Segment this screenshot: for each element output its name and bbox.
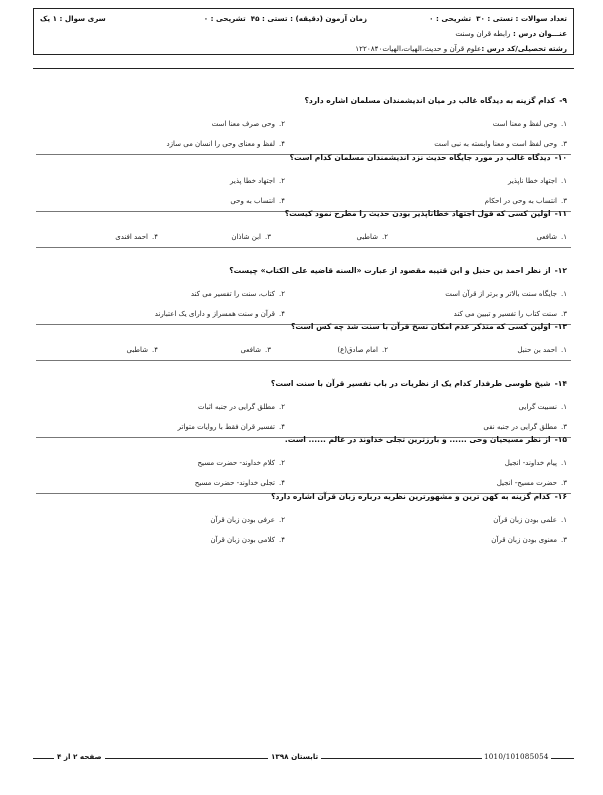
option-text: معنوی بودن زبان قرآن — [491, 535, 557, 544]
answer-option[interactable] — [212, 120, 285, 128]
option-text: ابن شاذان — [231, 233, 261, 241]
answer-option[interactable] — [445, 290, 567, 298]
question-text — [47, 209, 567, 218]
course-title: عنـــوان درس : رابطه قران وسنت — [455, 29, 567, 38]
exam-code: 1010/101085054 — [484, 752, 549, 761]
question-text — [47, 492, 567, 501]
question-series: سری سوال : ۱ یک — [40, 14, 106, 23]
option-text: کلام خداوند- حضرت مسیح — [197, 459, 275, 467]
answer-option[interactable] — [505, 459, 567, 467]
answer-option[interactable] — [337, 346, 388, 354]
question-text — [47, 435, 567, 444]
option-number: ۱. — [561, 346, 567, 354]
question-number: ۱۴- — [554, 378, 567, 388]
answer-option[interactable] — [517, 346, 567, 354]
option-number: ۳. — [561, 422, 567, 431]
option-text: شافعی — [536, 233, 557, 241]
page-number: صفحه ۲ از ۴ — [54, 752, 105, 761]
option-text: اجتهاد خطا ناپذیر — [507, 176, 557, 185]
option-text: وحی لفظ و معنا است — [492, 120, 557, 128]
option-number: ۳. — [561, 309, 567, 318]
option-text: امام صادق(ع) — [337, 346, 378, 354]
option-number: ۳. — [561, 535, 567, 544]
answer-option[interactable] — [198, 459, 285, 467]
answer-option[interactable] — [195, 479, 285, 487]
answer-option[interactable] — [126, 346, 158, 354]
option-text: احمد بن حنبل — [517, 346, 557, 354]
option-number: ۱. — [561, 515, 567, 524]
option-text: شاطبی — [356, 233, 378, 241]
option-number: ۳. — [561, 140, 567, 148]
option-number: ۴. — [152, 346, 158, 354]
question-number: ۹- — [559, 96, 567, 105]
answer-option[interactable] — [508, 177, 567, 185]
question-stem: از نظر مسیحیان وحی ...... و بارزترین تجلی خداوند در عالم ...... است. — [284, 435, 551, 444]
option-text: لفظ و معنای وحی را انسان می سازد — [166, 140, 275, 148]
option-text: انتساب به وحی — [230, 196, 275, 205]
answer-option[interactable] — [493, 516, 567, 524]
exam-duration: زمان آزمون (دقیقه) : تستی : ۴۵ تشریحی : ۰ — [203, 14, 367, 23]
option-number: ۳. — [561, 479, 567, 487]
question-text — [47, 266, 567, 275]
option-number: ۴. — [152, 233, 158, 241]
option-text: کتاب، سنت را تفسیر می کند — [190, 289, 275, 298]
question-stem: اولین کسی که متذکر عدم امکان نسخ قرآن با سنت شد چه کس است؟ — [290, 322, 551, 331]
question-stem: از نظر احمد بن حنبل و ابن قتیبه مقصود از عبارت «السنه قاضیه علی الکتاب» چیست؟ — [229, 265, 551, 275]
option-number: ۲. — [382, 233, 388, 241]
answer-option[interactable] — [231, 233, 271, 241]
answer-option[interactable] — [230, 177, 285, 185]
answer-option[interactable] — [167, 140, 285, 148]
option-text: اجتهاد خطا پذیر — [230, 176, 275, 185]
answer-option[interactable] — [230, 197, 285, 205]
option-number: ۴. — [279, 422, 285, 431]
answer-option[interactable] — [115, 233, 158, 241]
question-text — [47, 96, 567, 105]
answer-option[interactable] — [178, 423, 285, 431]
question-number: ۱۰- — [554, 152, 567, 162]
option-number: ۴. — [279, 196, 285, 205]
option-number: ۲. — [279, 120, 285, 128]
option-number: ۲. — [279, 459, 285, 467]
option-number: ۲. — [279, 289, 285, 298]
option-number: ۳. — [561, 196, 567, 205]
option-number: ۱. — [561, 289, 567, 298]
question-text — [47, 153, 567, 162]
option-number: ۱. — [561, 233, 567, 241]
answer-option[interactable] — [155, 310, 285, 318]
option-text: تفسیر قران فقط با روایات متواتر — [177, 422, 275, 431]
answer-option[interactable] — [485, 197, 567, 205]
answer-option[interactable] — [493, 120, 567, 128]
option-text: جایگاه سنت بالاتر و برتر از قرآن است — [445, 289, 557, 298]
option-text: نسبیت گرایی — [518, 402, 557, 411]
option-text: سنت کتاب را تفسیر و تبیین می کند — [453, 309, 557, 318]
answer-option[interactable] — [211, 536, 286, 544]
option-text: علمی بودن زبان قرآن — [493, 515, 557, 524]
option-number: ۴. — [279, 479, 285, 487]
option-number: ۲. — [279, 176, 285, 185]
question-stem: کدام گزینه به کهن ترین و مشهورترین نظریه درباره زبان قرآن اشاره دارد؟ — [271, 491, 551, 501]
answer-option[interactable] — [240, 346, 271, 354]
answer-option[interactable] — [536, 233, 567, 241]
option-text: احمد افندی — [115, 233, 148, 241]
question-number: ۱۱- — [554, 209, 567, 218]
option-number: ۴. — [279, 140, 285, 148]
option-number: ۲. — [279, 515, 285, 524]
answer-option[interactable] — [497, 479, 567, 487]
option-text: شافعی — [240, 346, 261, 354]
header-rule — [33, 68, 574, 69]
option-number: ۱. — [561, 120, 567, 128]
option-number: ۴. — [279, 535, 285, 544]
question-count: تعداد سوالات : تستی : ۳۰ تشریحی : ۰ — [429, 14, 567, 23]
question-stem: دیدگاه غالب در مورد جایگاه حدیث نزد اندیشمندان مسلمان کدام است؟ — [289, 152, 551, 162]
question-number: ۱۲- — [554, 265, 567, 275]
question-separator — [36, 360, 571, 361]
answer-option[interactable] — [191, 290, 285, 298]
option-number: ۱. — [561, 402, 567, 411]
question-stem: اولین کسی که قول اجتهاد خطاناپذیر بودن حدیث را مطرح نمود کیست؟ — [284, 209, 551, 218]
answer-option[interactable] — [483, 423, 567, 431]
option-text: وحی صرف معنا است — [211, 120, 275, 128]
question-text — [47, 322, 567, 331]
option-text: حضرت مسیح- انجیل — [496, 479, 557, 487]
option-text: قرآن و سنت همسراز و دارای یک اعتبارند — [154, 309, 275, 318]
option-text: تجلی خداوند- حضرت مسیح — [194, 479, 275, 487]
answer-option[interactable] — [454, 310, 567, 318]
question-stem: شیخ طوسی طرفدار کدام یک از نظریات در باب تفسیر قرآن با سنت است؟ — [270, 378, 551, 388]
option-number: ۳. — [265, 233, 271, 241]
option-text: انتساب به وحی در احکام — [484, 196, 557, 205]
question-text — [47, 379, 567, 388]
semester: تابستان ۱۳۹۸ — [268, 752, 321, 761]
question-number: ۱۵- — [554, 435, 567, 444]
question-separator — [36, 247, 571, 248]
option-text: وحی لفظ است و معنا وابسته به نبی است — [434, 140, 557, 148]
question-stem: کدام گزینه به دیدگاه غالب در میان اندیشمندان مسلمان اشاره دارد؟ — [304, 96, 556, 105]
question-number: ۱۳- — [554, 322, 567, 331]
option-text: عرفی بودن زبان قرآن — [210, 515, 275, 524]
option-number: ۳. — [265, 346, 271, 354]
option-number: ۴. — [279, 309, 285, 318]
answer-option[interactable] — [198, 403, 285, 411]
option-number: ۱. — [561, 176, 567, 185]
field-of-study: رشته تحصیلی/کد درس :علوم قرآن و حدیث،الهیات،الهیات۱۲۲۰۸۴۰ — [355, 44, 567, 53]
answer-option[interactable] — [356, 233, 388, 241]
option-number: ۲. — [279, 402, 285, 411]
option-number: ۱. — [561, 459, 567, 467]
answer-option[interactable] — [491, 536, 567, 544]
option-text: شاطبی — [126, 346, 148, 354]
answer-option[interactable] — [210, 516, 285, 524]
option-text: مطلق گرایی در جنبه اثبات — [198, 402, 275, 411]
option-text: پیام خداوند- انجیل — [504, 459, 557, 467]
option-text: کلامی بودن زبان قرآن — [210, 535, 275, 544]
option-text: مطلق گرایی در جنبه نفی — [483, 422, 557, 431]
option-number: ۲. — [382, 346, 388, 354]
answer-option[interactable] — [519, 403, 567, 411]
question-number: ۱۶- — [554, 491, 567, 501]
answer-option[interactable] — [434, 140, 567, 148]
